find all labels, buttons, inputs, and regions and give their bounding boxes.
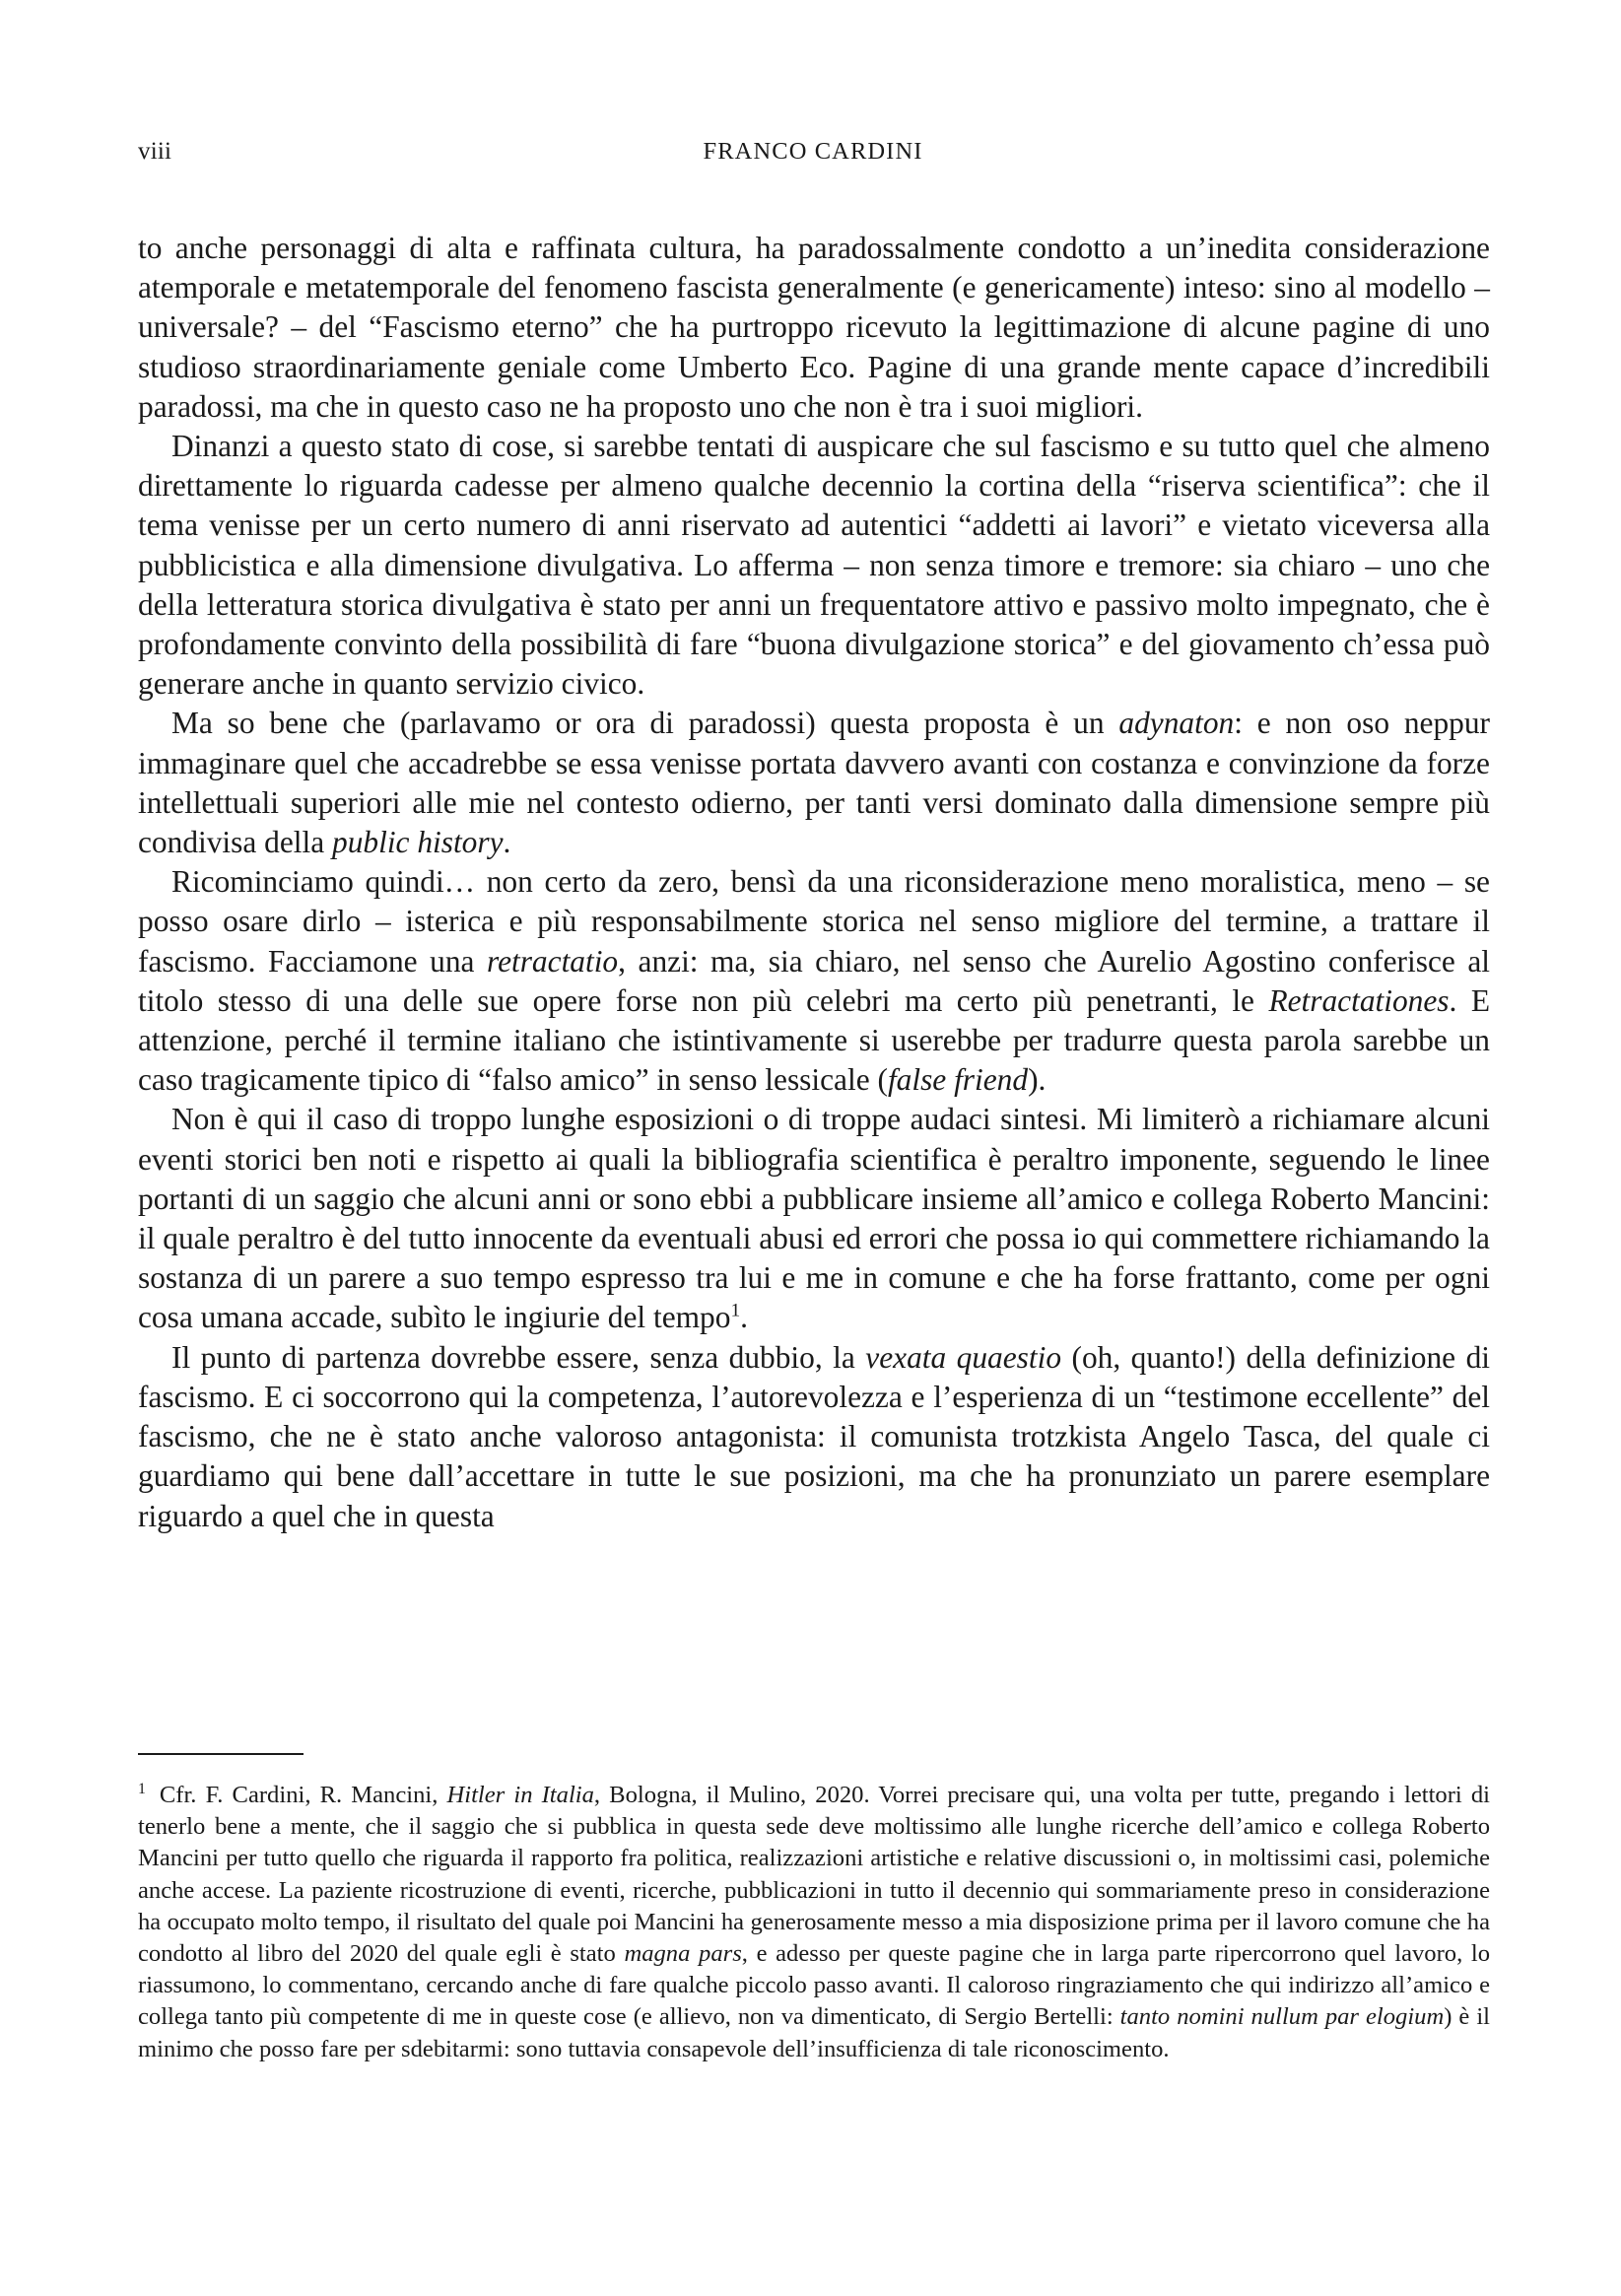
text-run: Ma so bene che (parlavamo or ora di paradossi) questa proposta è un <box>171 706 1119 741</box>
italic-phrase: public history <box>332 825 504 860</box>
footnote-marker: 1 <box>138 1780 146 1797</box>
body-paragraph <box>138 427 1490 704</box>
body-text <box>138 229 1490 1536</box>
italic-phrase: false friend <box>887 1062 1029 1098</box>
body-paragraph <box>138 229 1490 427</box>
body-paragraph <box>138 862 1490 1100</box>
text-run: to anche personaggi di alta e raffinata cultura, ha paradossalmente condotto a un’inedita considerazione atemporale e metatemporale del fenomeno fascista generalmente (e genericamente) inteso: sino al modello – universale? – del “Fascismo eterno” che ha purtroppo ricevuto la legittimazione di alcune pagine di uno studioso straordinariamente geniale come Umberto Eco. Pagine di una grande mente capace d’incredibili paradossi, ma che in questo caso ne ha proposto uno che non è tra i suoi migliori. <box>138 231 1490 424</box>
text-run: , anzi: ma, sia chiaro, nel senso che Aurelio Agostino conferisce al titolo stesso di una delle sue opere forse non più celebri ma certo più penetranti, le <box>138 943 1491 1018</box>
text-run: ). <box>1028 1062 1047 1098</box>
text-run: Non è qui il caso di troppo lunghe esposizioni o di troppe audaci sintesi. Mi limiterò a richiamare alcuni eventi storici ben noti e rispetto ai quali la bibliografia scientifica è peraltro imponente, seguendo le linee portanti di un saggio che alcuni anni or sono ebbi a pubblicare insieme all’amico e collega Roberto Mancini: il quale peraltro è del tutto innocente da eventuali abusi ed errori che possa io qui commettere richiamando la sostanza di un parere a suo tempo espresso tra lui e me in comune e che ha forse frattanto, come per ogni cosa umana accade, subìto le ingiurie del tempo <box>138 1102 1490 1335</box>
footnote-separator-rule <box>138 1753 304 1755</box>
body-paragraph <box>138 704 1490 862</box>
italic-phrase: adynaton <box>1118 706 1235 741</box>
footnote-reference: 1 <box>730 1301 741 1322</box>
text-run: , e adesso per queste pagine che in larga parte ripercorrono quel lavoro, lo riassumono, lo commentano, cercando anche di fare qualche piccolo passo avanti. Il caloroso ringraziamento che qui indirizzo all’amico e collega tanto più competente di me in queste cose (e allievo, non va dimenticato, di Sergio Bertelli: <box>138 1940 1490 2031</box>
page-number: viii <box>138 138 172 165</box>
running-head <box>138 138 1488 171</box>
body-paragraph <box>138 1100 1490 1337</box>
italic-phrase: tanto nomini nullum par elogium <box>1119 2003 1445 2031</box>
text-run: ) è il minimo che posso fare per sdebitarmi: sono tuttavia consapevole dell’insufficienza di tale riconoscimento. <box>138 2003 1490 2062</box>
text-run: Cfr. F. Cardini, R. Mancini, <box>159 1782 447 1808</box>
text-run: Il punto di partenza dovrebbe essere, senza dubbio, la <box>171 1339 866 1375</box>
text-run: , Bologna, il Mulino, 2020. Vorrei precisare qui, una volta per tutte, pregando i lettori di tenerlo bene a mente, che il saggio che si pubblica in questa sede deve moltissimo alle lunghe ricerche dell’amico e collega Roberto Mancini per tutto quello che riguarda il rapporto fra politica, realizzazioni artistiche e relative discussioni o, in moltissimi casi, polemiche anche accese. La paziente ricostruzione di eventi, ricerche, pubblicazioni in tutto il decennio qui sommariamente preso in considerazione ha occupato molto tempo, il risultato del quale poi Mancini ha generosamente messo a mia disposizione prima per il lavoro comune che ha condotto al libro del 2020 del quale egli è stato <box>138 1782 1490 1968</box>
running-head-title: FRANCO CARDINI <box>703 138 923 165</box>
text-run: . <box>503 825 511 860</box>
body-paragraph <box>138 1338 1490 1536</box>
italic-phrase: vexata quaestio <box>865 1339 1062 1375</box>
text-run: (oh, quanto!) della definizione di fascismo. E ci soccorrono qui la competenza, l’autorevolezza e l’esperienza di un “testimone eccellente” del fascismo, che ne è stato anche valoroso antagonista: il comunista trotzkista Angelo Tasca, del quale ci guardiamo qui bene dall’accettare in tutte le sue posizioni, ma che ha pronunziato un parere esemplare riguardo a quel che in questa <box>138 1339 1490 1533</box>
text-run: Dinanzi a questo stato di cose, si sarebbe tentati di auspicare che sul fascismo e su tutto quel che almeno direttamente lo riguarda cadesse per almeno qualche decennio la cortina della “riserva scientifica”: che il tema venisse per un certo numero di anni riservato ad autentici “addetti ai lavori” e vietato viceversa alla pubblicistica e alla dimensione divulgativa. Lo afferma – non senza timore e tremore: sia chiaro – uno che della letteratura storica divulgativa è stato per anni un frequentatore attivo e passivo molto impegnato, che è profondamente convinto della possibilità di fare “buona divulgazione storica” e del giovamento ch’essa può generare anche in quanto servizio civico. <box>138 429 1490 702</box>
text-run: . <box>740 1300 749 1335</box>
text-run: . E attenzione, perché il termine italiano che istintivamente si userebbe per tradurre questa parola sarebbe un caso tragicamente tipico di “falso amico” in senso lessicale ( <box>138 982 1490 1098</box>
text-run: : e non oso neppur immaginare quel che accadrebbe se essa venisse portata davvero avanti con costanza e convinzione da forze intellettuali superiori alle mie nel contesto odierno, per tanti versi dominato dalla dimensione sempre più condivisa della <box>138 706 1490 860</box>
italic-phrase: retractatio <box>487 943 619 979</box>
italic-phrase: Hitler in Italia <box>446 1782 594 1808</box>
footnote <box>138 1780 1490 2065</box>
text-run: Ricominciamo quindi… non certo da zero, bensì da una riconsiderazione meno moralistica, meno – se posso osare dirlo – isterica e più responsabilmente storica nel senso migliore del termine, a trattare il fascismo. Facciamone una <box>138 864 1490 979</box>
footnote-area <box>138 1780 1490 2065</box>
italic-phrase: magna pars <box>624 1940 742 1968</box>
italic-phrase: Retractationes <box>1268 982 1450 1018</box>
